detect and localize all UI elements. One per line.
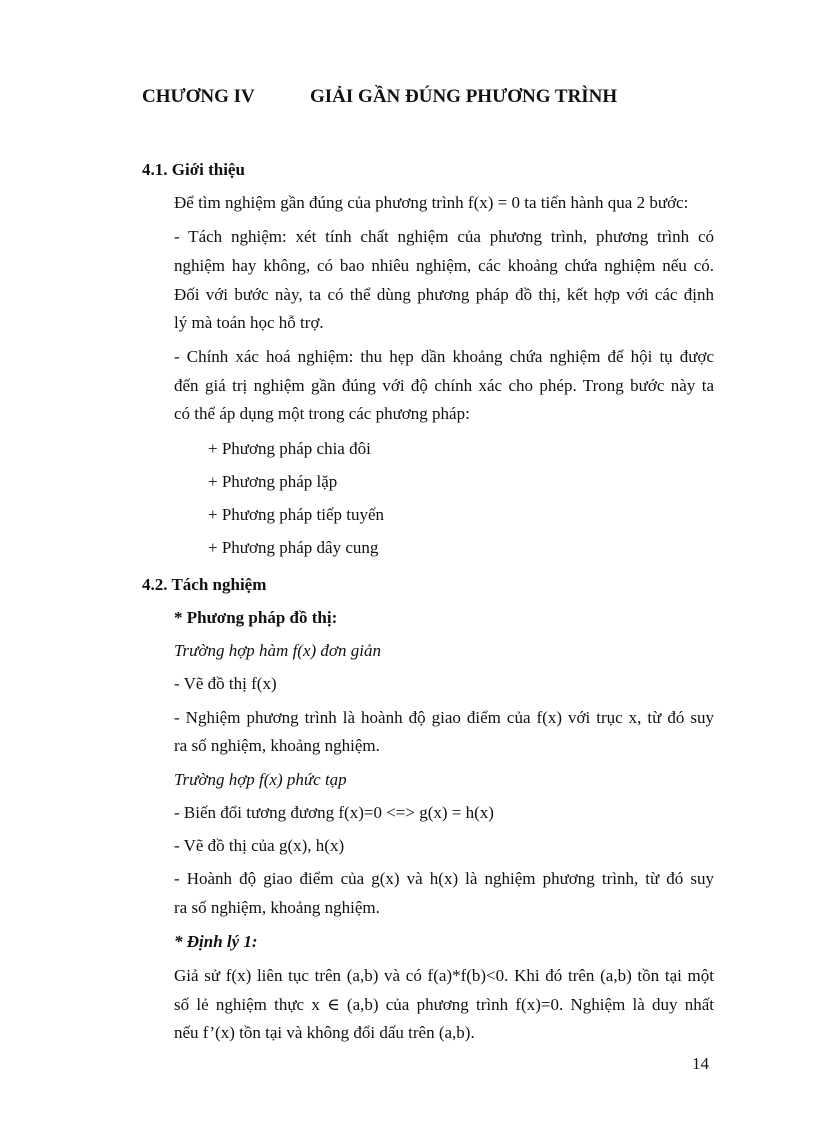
chapter-number: CHƯƠNG IV: [142, 86, 255, 107]
step2-line: - Chính xác hoá nghiệm: thu hẹp dần khoảng chứa nghiệm để hội tụ được: [174, 347, 714, 366]
theorem-line: nếu f’(x) tồn tại và không đổi dấu trên (a,b).: [174, 1023, 475, 1042]
case-simple-heading: Trường hợp hàm f(x) đơn giản: [174, 641, 381, 660]
complex-step1: - Biến đổi tương đương f(x)=0 <=> g(x) = h(x): [174, 803, 494, 822]
method-item: + Phương pháp dây cung: [208, 538, 379, 557]
page-number: 14: [692, 1054, 709, 1073]
simple-step1: - Vẽ đồ thị f(x): [174, 674, 277, 693]
method-item: + Phương pháp chia đôi: [208, 439, 371, 458]
simple-step2-line: ra số nghiệm, khoảng nghiệm.: [174, 736, 380, 755]
step1-line: - Tách nghiệm: xét tính chất nghiệm của phương trình, phương trình có: [174, 227, 714, 246]
complex-step3-line: ra số nghiệm, khoảng nghiệm.: [174, 898, 380, 917]
section-heading-4-1: 4.1. Giới thiệu: [142, 160, 245, 179]
method-item: + Phương pháp lặp: [208, 472, 338, 491]
step2-line: đến giá trị nghiệm gần đúng với độ chính xác cho phép. Trong bước này ta: [174, 376, 714, 395]
step1-line: lý mà toán học hỗ trợ.: [174, 313, 324, 332]
method-item: + Phương pháp tiếp tuyến: [208, 505, 385, 524]
theorem-line: số lẻ nghiệm thực x ∈ (a,b) của phương trình f(x)=0. Nghiệm là duy nhất: [174, 995, 714, 1014]
step1-line: nghiệm hay không, có bao nhiêu nghiệm, các khoảng chứa nghiệm nếu có.: [174, 256, 714, 275]
case-complex-heading: Trường hợp f(x) phức tạp: [174, 770, 347, 789]
chapter-name: GIẢI GẦN ĐÚNG PHƯƠNG TRÌNH: [310, 86, 618, 107]
complex-step2: - Vẽ đồ thị của g(x), h(x): [174, 836, 345, 855]
simple-step2-line: - Nghiệm phương trình là hoành độ giao điểm của f(x) với trục x, từ đó suy: [174, 708, 714, 727]
graph-method-heading: * Phương pháp đồ thị:: [174, 608, 338, 627]
theorem-title: * Định lý 1:: [174, 932, 258, 951]
section-heading-4-2: 4.2. Tách nghiệm: [142, 575, 267, 594]
step1-line: Đối với bước này, ta có thể dùng phương pháp đồ thị, kết hợp với các định: [174, 285, 714, 304]
complex-step3-line: - Hoành độ giao điểm của g(x) và h(x) là nghiệm phương trình, từ đó suy: [174, 869, 714, 888]
intro-paragraph: Để tìm nghiệm gần đúng của phương trình f(x) = 0 ta tiến hành qua 2 bước:: [174, 193, 689, 212]
step2-line: có thể áp dụng một trong các phương pháp:: [174, 404, 470, 423]
theorem-line: Giả sử f(x) liên tục trên (a,b) và có f(a)*f(b)<0. Khi đó trên (a,b) tồn tại một: [174, 966, 714, 985]
chapter-title: [142, 86, 617, 108]
